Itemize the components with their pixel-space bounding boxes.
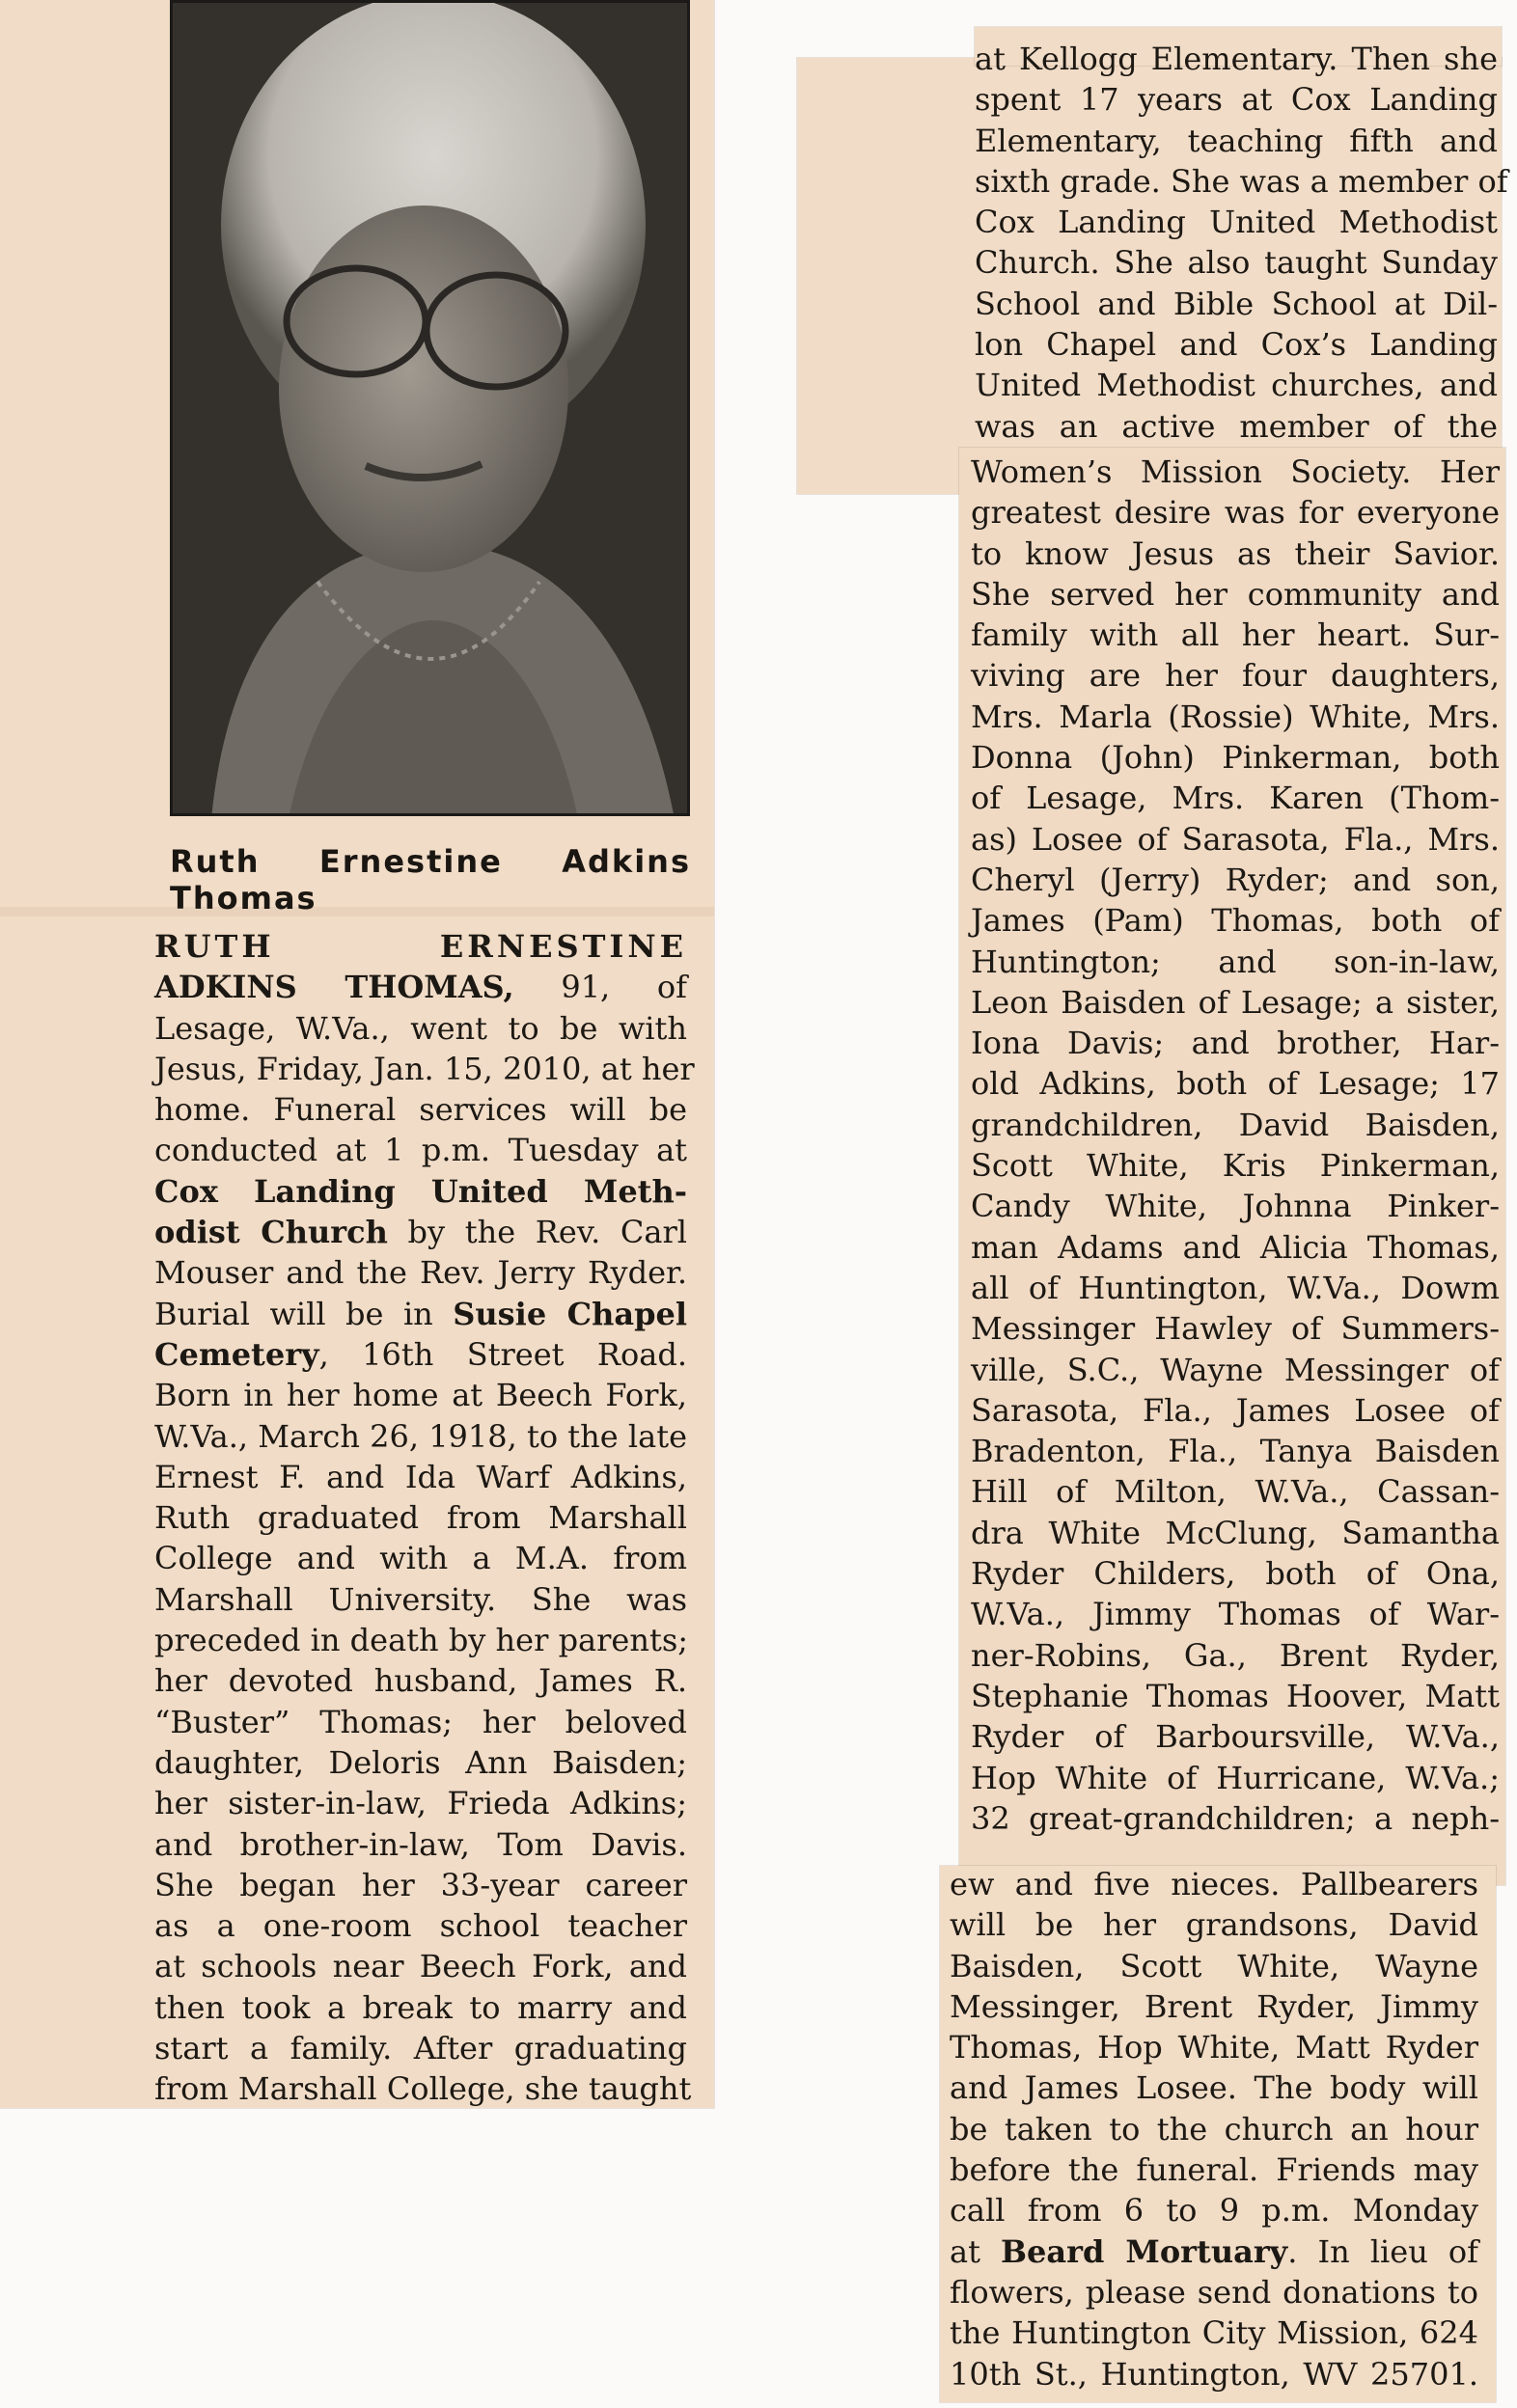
left-body-line: W.Va., March 26, 1918, to the late: [154, 1417, 687, 1455]
right-bottom-line: the Huntington City Mission, 624: [950, 2314, 1478, 2352]
text: at: [950, 2232, 1001, 2270]
right-middle-line: W.Va., Jimmy Thomas of War-: [971, 1596, 1500, 1633]
left-body-line: start a family. After graduating: [154, 2030, 687, 2067]
right-middle-line: Hill of Milton, W.Va., Cassan-: [971, 1473, 1500, 1511]
right-bottom-line: and James Losee. The body will: [950, 2069, 1478, 2107]
right-middle-line: Hop White of Hurricane, W.Va.;: [971, 1759, 1500, 1796]
right-bottom-line: Messinger, Brent Ryder, Jimmy: [950, 1987, 1478, 2025]
left-body-line: and brother-in-law, Tom Davis.: [154, 1825, 687, 1863]
right-middle-line: grandchildren, David Baisden,: [971, 1106, 1500, 1143]
right-middle-line: Stephanie Thomas Hoover, Matt: [971, 1677, 1500, 1714]
right-bottom-line: flowers, please send donations to: [950, 2273, 1478, 2311]
left-body-line: “Buster” Thomas; her beloved: [154, 1703, 687, 1740]
right-top-line: Cox Landing United Methodist: [975, 204, 1498, 241]
left-body-line: [154, 1334, 687, 1375]
right-top-line: United Methodist churches, and: [975, 367, 1498, 404]
right-middle-line: Messinger Hawley of Summers-: [971, 1310, 1500, 1348]
bold-text: ADKINS THOMAS,: [154, 969, 514, 1006]
right-top-line: was an active member of the: [975, 407, 1498, 445]
right-bottom-line: before the funeral. Friends may: [950, 2151, 1478, 2189]
bold-text: Beard Mortuary: [1001, 2232, 1288, 2270]
left-body-line: her devoted husband, James R.: [154, 1662, 687, 1700]
right-middle-line: Ryder of Barboursville, W.Va.,: [971, 1718, 1500, 1756]
left-body-column: [154, 926, 695, 2110]
left-body-line: from Marshall College, she taught: [154, 2070, 692, 2108]
right-middle-line: Women’s Mission Society. Her: [971, 453, 1500, 490]
right-bottom-line: will be her grandsons, David: [950, 1906, 1478, 1944]
right-middle-line: ville, S.C., Wayne Messinger of: [971, 1351, 1500, 1388]
right-middle-line: She served her community and: [971, 575, 1500, 613]
left-body-line: as a one-room school teacher: [154, 1907, 687, 1945]
right-bottom-line: Thomas, Hop White, Matt Ryder: [950, 2029, 1478, 2066]
right-top-line: Church. She also taught Sunday: [975, 244, 1498, 282]
right-top-column: [975, 39, 1508, 447]
right-middle-line: man Adams and Alicia Thomas,: [971, 1228, 1500, 1266]
left-body-line: her sister-in-law, Frieda Adkins;: [154, 1785, 687, 1822]
left-body-line: [154, 1212, 687, 1252]
text: . In lieu of: [1287, 2232, 1478, 2270]
text: , 16th Street Road.: [318, 1335, 687, 1373]
left-body-line: conducted at 1 p.m. Tuesday at: [154, 1132, 687, 1169]
right-bottom-line: call from 6 to 9 p.m. Monday: [950, 2192, 1478, 2230]
right-bottom-line: Baisden, Scott White, Wayne: [950, 1947, 1478, 1984]
left-body-line: [154, 1294, 687, 1334]
right-middle-line: James (Pam) Thomas, both of: [971, 902, 1500, 940]
right-middle-line: Sarasota, Fla., James Losee of: [971, 1391, 1500, 1429]
portrait-image: [173, 3, 690, 816]
right-middle-line: to know Jesus as their Savior.: [971, 534, 1500, 572]
bold-text: odist Church: [154, 1214, 388, 1251]
bold-text: Cemetery: [154, 1335, 319, 1373]
right-top-line: lon Chapel and Cox’s Landing: [975, 326, 1498, 364]
left-body-line: preceded in death by her parents;: [154, 1622, 689, 1659]
right-middle-line: Donna (John) Pinkerman, both: [971, 739, 1500, 777]
left-body-line: Marshall University. She was: [154, 1580, 687, 1618]
headline-line-2: Thomas: [170, 880, 317, 917]
right-middle-line: as) Losee of Sarasota, Fla., Mrs.: [971, 820, 1500, 858]
text: 91, of: [513, 969, 688, 1006]
headline-line-1: Ruth Ernestine Adkins: [170, 843, 691, 880]
left-body-line: [154, 1171, 687, 1212]
left-body-line: home. Funeral services will be: [154, 1091, 687, 1129]
right-middle-line: Ryder Childers, both of Ona,: [971, 1555, 1500, 1593]
right-top-line: School and Bible School at Dil-: [975, 285, 1498, 322]
right-top-line: spent 17 years at Cox Landing: [975, 81, 1498, 119]
right-bottom-line: [950, 2231, 1478, 2272]
left-body-line: Born in her home at Beech Fork,: [154, 1377, 687, 1414]
left-body-line: [154, 967, 687, 1007]
right-middle-line: family with all her heart. Sur-: [971, 616, 1500, 654]
left-body-line: Mouser and the Rev. Jerry Ryder.: [154, 1254, 687, 1292]
right-middle-line: greatest desire was for everyone: [971, 494, 1500, 532]
left-body-line: RUTH ERNESTINE: [154, 928, 687, 965]
right-middle-line: Iona Davis; and brother, Har-: [971, 1025, 1500, 1062]
right-middle-column: [971, 452, 1500, 1839]
left-body-line: College and with a M.A. from: [154, 1540, 687, 1577]
right-middle-line: viving are her four daughters,: [971, 657, 1500, 695]
left-body-line: then took a break to marry and: [154, 1988, 687, 2026]
right-top-line: at Kellogg Elementary. Then she: [975, 41, 1498, 77]
right-middle-line: old Adkins, both of Lesage; 17: [971, 1065, 1500, 1103]
left-body-line: daughter, Deloris Ann Baisden;: [154, 1743, 687, 1781]
right-bottom-line: be taken to the church an hour: [950, 2110, 1478, 2148]
right-middle-line: dra White McClung, Samantha: [971, 1514, 1500, 1551]
right-middle-line: Huntington; and son-in-law,: [971, 943, 1500, 980]
right-middle-line: of Lesage, Mrs. Karen (Thom-: [971, 780, 1500, 817]
right-middle-line: Candy White, Johnna Pinker-: [971, 1188, 1500, 1225]
left-body-line: Jesus, Friday, Jan. 15, 2010, at her: [154, 1050, 695, 1087]
right-top-line: sixth grade. She was a member of: [975, 162, 1508, 200]
right-bottom-line: ew and five nieces. Pallbearers: [950, 1866, 1478, 1902]
left-body-line: at schools near Beech Fork, and: [154, 1948, 687, 1985]
bold-text: Susie Chapel: [453, 1295, 688, 1332]
left-body-line: Ruth graduated from Marshall: [154, 1499, 687, 1537]
obituary-headline: [170, 843, 691, 917]
right-middle-line: all of Huntington, W.Va., Dowm: [971, 1269, 1500, 1306]
left-body-line: Lesage, W.Va., went to be with: [154, 1009, 687, 1047]
right-middle-line: 32 great-grandchildren; a neph-: [971, 1799, 1500, 1837]
right-middle-line: Scott White, Kris Pinkerman,: [971, 1147, 1500, 1185]
left-body-line: Ernest F. and Ida Warf Adkins,: [154, 1458, 687, 1495]
right-top-line: Elementary, teaching fifth and: [975, 122, 1498, 159]
text: Burial will be in: [154, 1295, 454, 1332]
right-middle-line: ner-Robins, Ga., Brent Ryder,: [971, 1636, 1500, 1674]
right-middle-line: Bradenton, Fla., Tanya Baisden: [971, 1433, 1500, 1470]
text: by the Rev. Carl: [387, 1214, 687, 1251]
right-bottom-line: 10th St., Huntington, WV 25701.: [950, 2355, 1478, 2393]
right-middle-line: Leon Baisden of Lesage; a sister,: [971, 983, 1500, 1021]
bold-text: Cox Landing United Meth-: [154, 1172, 687, 1210]
right-bottom-column: [950, 1864, 1478, 2394]
right-middle-line: Mrs. Marla (Rossie) White, Mrs.: [971, 698, 1500, 735]
portrait-photo: [170, 0, 690, 816]
left-body-line: She began her 33-year career: [154, 1866, 687, 1903]
right-middle-line: Cheryl (Jerry) Ryder; and son,: [971, 861, 1500, 898]
